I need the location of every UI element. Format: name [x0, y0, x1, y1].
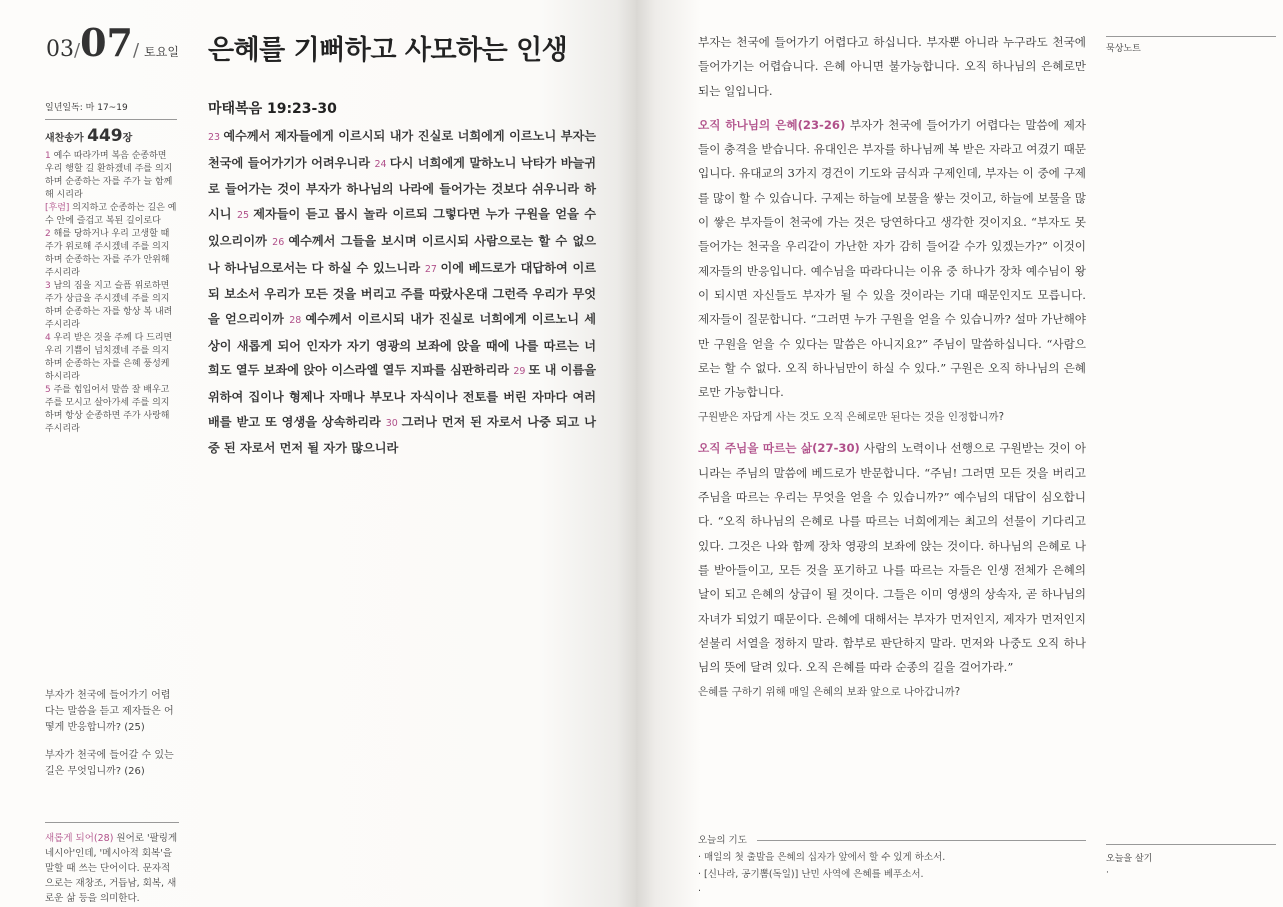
verse-text: 예수께서 이르시되 내가 진실로 너희에게 이르노니 세상이 새롭게 되어 인자가 자기 영광의 보좌에 앉을 때에 나를 따르는 너희도 열두 보좌에 앉아 이스라엘 열두 지파를 심판하리라 — [208, 311, 597, 378]
question-one: 구원받은 자답게 사는 것도 오직 은혜로만 된다는 것을 인정합니까? — [698, 411, 1005, 424]
hymn-prefix: 새찬송가 — [45, 133, 84, 144]
right-page — [636, 0, 1283, 907]
hymn-verse-number: [후렴] — [45, 203, 73, 213]
date-weekday: 토요일 — [144, 45, 179, 59]
hymn-number: 449 — [87, 126, 123, 146]
section-two — [698, 436, 1086, 679]
section-two-title: 오직 주님을 따르는 삶(27-30) — [698, 441, 860, 456]
date-header — [46, 20, 179, 65]
hymn-verse-text: 우리 받은 것을 주께 다 드리면 우리 기쁨이 넘치겠네 주를 의지하며 순종하는 자를 은혜 풍성케 하시리라 — [45, 333, 173, 382]
hymn-verse — [45, 228, 177, 280]
sidebar-question: 부자가 천국에 들어갈 수 있는 길은 무엇입니까? (26) — [45, 750, 174, 777]
divider — [45, 119, 177, 120]
prayer-header — [698, 832, 1086, 849]
section-one-title: 오직 하나님의 은혜(23-26) — [698, 117, 846, 132]
prayer-label: 오늘의 기도 — [698, 835, 747, 846]
hymn-verse — [45, 384, 177, 436]
hymn-suffix: 장 — [122, 133, 133, 144]
section-one-text: 부자가 천국에 들어가기 어렵다는 말씀에 제자들이 충격을 받습니다. 유대인은 부자를 하나님께 복 받은 자라고 여겼기 때문입니다. 유대교의 3가지 경건이 기도와 금식과 구제인데, 부자는 이 중에 구제를 많이 할 수 있습니다. 구제는 하늘에 보물을 쌓는 것이고, 하늘에 보물을 많이 쌓은 부자들이 천국에 가는 것은 당연하다고 생각한 것이지요. “부자도 못 들어가는 천국을 우리같이 가난한 자가 감히 들어갈 수가 있겠는가?” 이것이 제자들의 반응입니다. 예수님을 따라다니는 이유 중 하나가 장차 예수님이 왕이 되시면 자신들도 부자가 될 수 있을 것이라는 기대 때문인지도 모릅니다. 제자들이 질문합니다. “그러면 누가 구원을 얻을 수 있습니까? 설마 가난해야만 구원을 얻을 수 있다는 말씀은 아니지요?” 주님이 말씀하십니다. “사람으로는 할 수 없다. 오직 하나님만이 하실 수 있다.” 구원은 오직 하나님의 은혜로만 가능합니다. — [698, 117, 1086, 400]
todays-prayer — [698, 832, 1086, 900]
verse-number: 28 — [289, 314, 306, 326]
verse-number: 30 — [385, 417, 402, 429]
hymn-heading — [45, 126, 177, 146]
hymn-verse — [45, 150, 177, 202]
live-today-bullet: · — [1106, 868, 1109, 878]
date-month: 03 — [46, 37, 74, 62]
scripture-text — [208, 124, 596, 461]
page-title: 은혜를 기뻐하고 사모하는 인생 — [208, 35, 568, 66]
verse-text: 이에 베드로가 대답하여 이르되 보소서 우리가 모든 것을 버리고 주를 따랐사온대 그런즉 우리가 무엇을 얻으리이까 — [208, 260, 597, 326]
verse-text: 제자들이 듣고 몹시 놀라 이르되 그렇다면 누가 구원을 얻을 수 있으리이까 — [208, 207, 597, 248]
section-two-text: 사람의 노력이나 선행으로 구원받는 것이 아니라는 주님의 말씀에 베드로가 반문합니다. “주님! 그러면 모든 것을 버리고 주님을 따르는 우리는 무엇을 얻을 수 있습니까?” 예수님의 대답이 심오합니다. “오직 하나님의 은혜로 나를 따르는 너희에게는 최고의 선물이 기다리고 있다. 그것은 나와 함께 장차 영광의 보좌에 앉는 것이다. 하나님의 은혜로 나를 받아들이고, 모든 것을 포기하고 나를 따르는 자들은 인생 전체가 은혜의 날이 되고 은혜의 상급이 될 것이다. 그들은 이미 영생의 상속자, 곧 하나님의 자녀가 되었기 때문이다. 은혜에 대해서는 부자가 먼저인지, 제자가 먼저인지 섣불리 서열을 정하지 말라. 함부로 판단하지 말라. 먼저와 나중도 오직 하나님의 뜻에 달려 있다. 오직 은혜를 따라 순종의 길을 걸어가라.” — [698, 441, 1086, 675]
note-text: 원어로 '팔링게네시아'인데, '메시아적 회복'을 말할 때 쓰는 단어이다. 문자적으로는 재창조, 거듭남, 회복, 새로운 삶 등을 의미한다. — [45, 833, 178, 904]
verse-text: 다시 너희에게 말하노니 낙타가 바늘귀로 들어가는 것이 부자가 하나님의 나라에 들어가는 것보다 쉬우니라 하시니 — [208, 155, 597, 222]
divider — [1106, 36, 1276, 37]
date-slash: / — [74, 40, 81, 61]
hymn-verse — [45, 202, 177, 228]
divider — [757, 840, 1086, 841]
live-today-label: 오늘을 살기 — [1106, 854, 1153, 864]
note-term: 새롭게 되어(28) — [45, 833, 114, 844]
sidebar — [45, 100, 177, 436]
live-today — [1106, 844, 1276, 878]
verse-number: 24 — [374, 158, 390, 170]
verse-text: 또 내 이름을 위하여 집이나 형제나 자매나 부모나 자식이나 전토를 버린 자마다 여러 배를 받고 또 영생을 상속하리라 — [208, 363, 596, 429]
verse-number: 27 — [424, 263, 441, 275]
verse-number: 26 — [272, 236, 289, 248]
meditation-note-label: 묵상노트 — [1106, 44, 1141, 54]
sidebar-questions — [45, 688, 179, 792]
verse-text: 예수께서 제자들에게 이르시되 내가 진실로 너희에게 이르노니 부자는 천국에 들어가기가 어려우니라 — [208, 129, 597, 170]
prayer-item: · 매일의 첫 출발을 은혜의 십자가 앞에서 할 수 있게 하소서. — [698, 852, 946, 863]
section-one — [698, 113, 1086, 405]
verse-number: 29 — [513, 366, 529, 378]
hymn-verse-text: 주를 힘입어서 말씀 잘 배우고 주를 모시고 살아가세 주를 의지하며 항상 순종하면 주가 사랑해 주시리라 — [45, 385, 170, 434]
hymn-verse-text: 해를 당하거나 우리 고생할 때 주가 위로해 주시겠네 주를 의지하며 순종하는 자를 주가 안위해 주시리라 — [45, 229, 170, 278]
intro-paragraph: 부자는 천국에 들어가기 어렵다고 하십니다. 부자뿐 아니라 누구라도 천국에 들어가기는 어렵습니다. 은혜 아니면 불가능합니다. 오직 하나님의 은혜로만 되는 일입니다. — [698, 35, 1086, 98]
left-page — [0, 0, 636, 907]
hymn-verse-number: 3 — [45, 281, 54, 291]
sidebar-question: 부자가 천국에 들어가기 어렵다는 말씀을 듣고 제자들은 어떻게 반응합니까? (25) — [45, 690, 174, 733]
hymn-verse-number: 4 — [45, 333, 54, 343]
verse-number: 23 — [208, 132, 224, 143]
divider — [45, 822, 179, 823]
hymn-verse-number: 2 — [45, 229, 54, 239]
prayer-list — [698, 849, 1086, 900]
prayer-item: · [신나라, 공기뽐(독일)] 난민 사역에 은혜를 베푸소서. — [698, 869, 924, 880]
date-slash: / — [132, 40, 140, 61]
word-note — [45, 822, 179, 906]
hymn-verse-text: 의지하고 순종하는 길은 예수 안에 즐겁고 복된 길이로다 — [45, 203, 177, 226]
verse-number: 25 — [236, 210, 254, 222]
commentary — [698, 30, 1086, 711]
hymn-lyrics — [45, 150, 177, 436]
question-two: 은혜를 구하기 위해 매일 은혜의 보좌 앞으로 나아갑니까? — [698, 686, 961, 699]
prayer-item: · — [698, 886, 702, 897]
hymn-verse — [45, 280, 177, 332]
hymn-verse-text: 남의 짐을 지고 슬픔 위로하면 주가 상급을 주시겠네 주를 의지하며 순종하는 자를 항상 복 내려 주시리라 — [45, 281, 173, 330]
date-day: 07 — [80, 20, 133, 65]
hymn-verse — [45, 332, 177, 384]
verse-text: 그러나 먼저 된 자로서 나중 되고 나중 된 자로서 먼저 될 자가 많으니라 — [208, 414, 597, 456]
verse-text: 예수께서 그들을 보시며 이르시되 사람으로는 할 수 없으나 하나님으로서는 다 하실 수 있느니라 — [208, 233, 597, 275]
hymn-verse-number: 5 — [45, 385, 54, 395]
divider — [1106, 844, 1276, 845]
hymn-verse-text: 예수 따라가며 복음 순종하면 우리 행할 길 환하겠네 주를 의지하며 순종하는 자를 주가 늘 함께해 시리라 — [45, 151, 173, 200]
scripture-reference: 마태복음 19:23-30 — [208, 101, 337, 117]
meditation-note — [1106, 36, 1276, 54]
hymn-verse-number: 1 — [45, 151, 54, 161]
bible-reading: 일년일독: 마 17~19 — [45, 103, 128, 113]
